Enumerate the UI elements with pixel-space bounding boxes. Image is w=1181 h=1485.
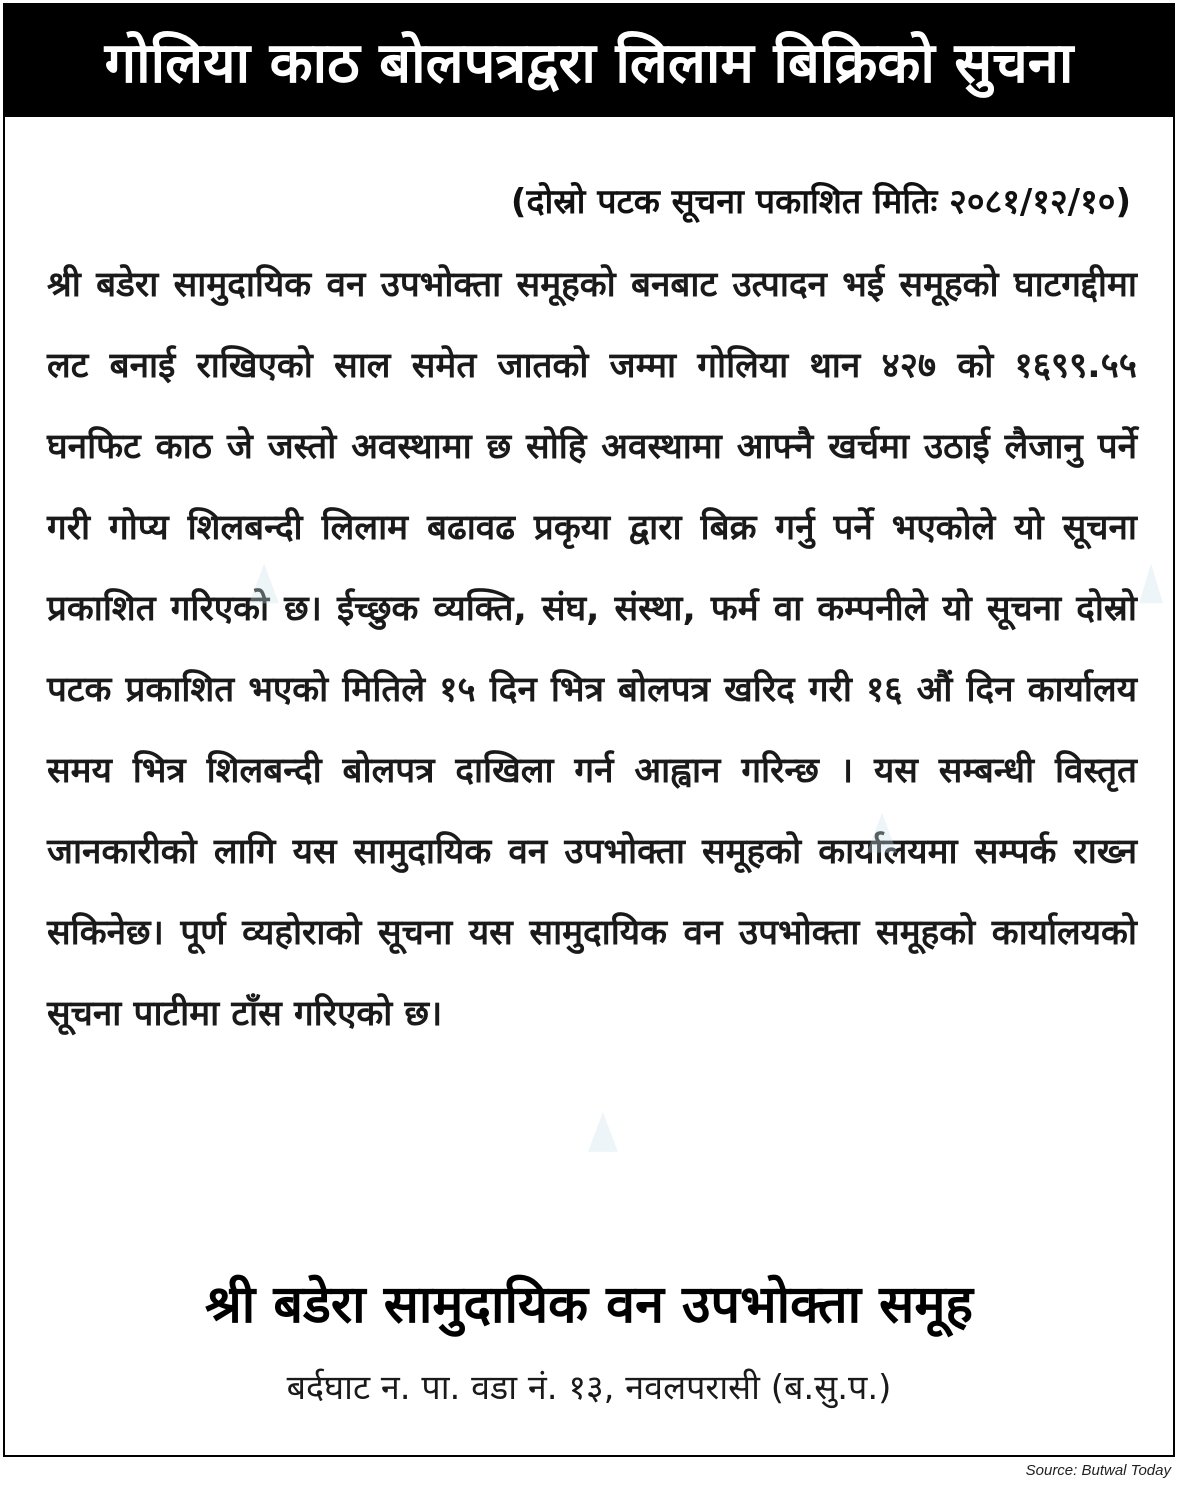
notice-title: गोलिया काठ बोलपत्रद्वरा लिलाम बिक्रिको सुचना	[5, 5, 1173, 117]
source-credit: Source: Butwal Today	[1025, 1462, 1171, 1479]
notice-body: श्री बडेरा सामुदायिक वन उपभोक्ता समूहको बनबाट उत्पादन भई समूहको घाटगद्दीमा लट बनाई राखिएको साल समेत जातको जम्मा गोलिया थान ४२७ को १६९९.५५ घनफिट काठ जे जस्तो अवस्थामा छ सोहि अवस्थामा आफ्नै खर्चमा उठाई लैजानु पर्ने गरी गोप्य शिलबन्दी लिलाम बढावढ प्रकृया द्वारा बिक्र गर्नु पर्ने भएकोले यो सूचना प्रकाशित गरिएको छ। ईच्छुक व्यक्ति, संघ, संस्था, फर्म वा कम्पनीले यो सूचना दोस्रो पटक प्रकाशित भएको मितिले १५ दिन भित्र बोलपत्र खरिद गरी १६ औं दिन कार्यालय समय भित्र शिलबन्दी बोलपत्र दाखिला गर्न आह्वान गरिन्छ । यस सम्बन्धी विस्तृत जानकारीको लागि यस सामुदायिक वन उपभोक्ता समूहको कार्यालयमा सम्पर्क राख्न सकिनेछ। पूर्ण व्यहोराको सूचना यस सामुदायिक वन उपभोक्ता समूहको कार्यालयको सूचना पाटीमा टाँस गरिएको छ।	[47, 265, 1137, 1034]
organization-name: श्री बडेरा सामुदायिक वन उपभोक्ता समूह	[204, 1275, 974, 1335]
organization-address: बर्दघाट न. पा. वडा नं. १३, नवलपरासी (ब.सु.प.)	[286, 1368, 892, 1408]
publication-date-line: (दोस्रो पटक सूचना पकाशित मितिः २०८१/१२/१०)	[510, 182, 1131, 222]
notice-frame	[3, 3, 1175, 1457]
